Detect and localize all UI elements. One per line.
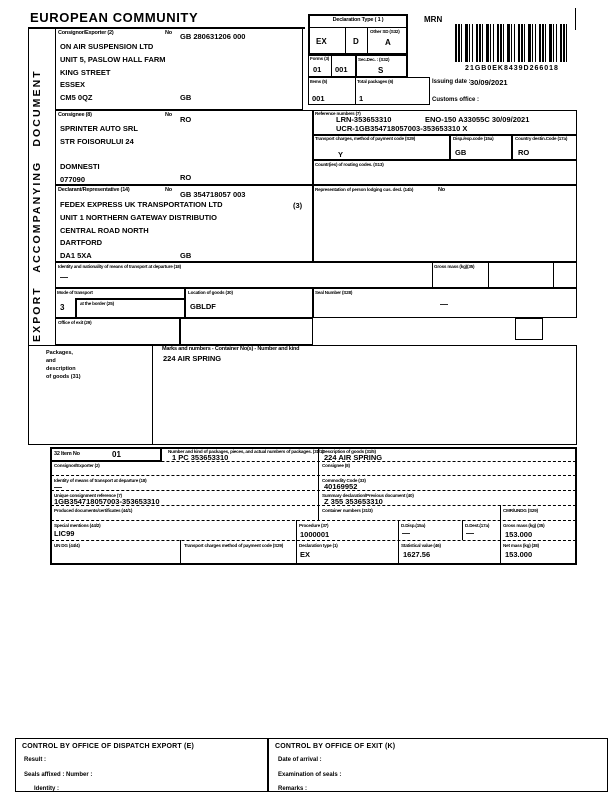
seal-number-value: — (440, 300, 448, 309)
consignor-no-label: No (165, 30, 172, 36)
item-special-value: LIC99 (54, 529, 75, 538)
control-dispatch-seals-label: Seals affixed : Number : (24, 772, 93, 778)
customs-office-label: Customs office : (432, 97, 480, 103)
items-label: Items (5) (310, 79, 328, 84)
marks-numbers-header: Marks and numbers - Container No(s) - Number and kind (162, 346, 300, 352)
sec-dec-value: S (378, 66, 384, 75)
item-net-value: 153.000 (505, 550, 533, 559)
item-gross-label: Gross mass (kg) (35) (503, 523, 545, 528)
representation-label: Representation of person lodging cus. decl. (14b) (315, 187, 414, 192)
declaration-type-ex: EX (316, 37, 327, 46)
identity-transport-label: Identity and nationality of means of transport at departure (18) (58, 264, 181, 269)
consignee-id: RO (180, 115, 192, 124)
item-commodity-value: 40169952 (324, 482, 358, 491)
declarant-no-label: No (165, 187, 172, 193)
declaration-divider-1 (345, 27, 346, 55)
mode-transport-label: Mode of transport (57, 290, 93, 295)
item-col-divider-main (318, 447, 319, 520)
item-description-value: 224 AIR SPRING (324, 453, 383, 462)
item-dtype-value: EX (300, 550, 311, 559)
control-exit-remarks-label: Remarks : (278, 786, 308, 792)
item-description-label: Description of goods (31/5) (322, 449, 376, 454)
item-row-divider-5 (51, 520, 576, 521)
item-identity-label: Identity of means of transport at departure (18) (54, 478, 147, 483)
top-right-border (575, 8, 576, 30)
item-procedure-label: Procedure (37) (299, 523, 329, 528)
mrn-barcode (455, 24, 568, 62)
item-ddisp-value: — (402, 529, 410, 538)
goods-box (28, 345, 577, 445)
representation-no-label: No (438, 187, 445, 193)
forms-label: Forms (3) (310, 56, 330, 61)
transport-charges-value: Y (338, 150, 344, 159)
mode-transport-value: 3 (60, 303, 65, 312)
consignor-country: GB (180, 93, 192, 102)
declaration-header-divider (308, 27, 408, 28)
item-ddisp-label: D.Disp.(15a) (401, 523, 426, 528)
item-identity-value: — (54, 483, 62, 492)
disp-code-label: Disp./exp.code (15a) (453, 136, 494, 141)
gross-mass-header-label: Gross mass (kg)(35) (434, 264, 475, 269)
forms-value-2: 001 (335, 65, 348, 74)
page-title: EUROPEAN COMMUNITY (30, 10, 199, 25)
item-stat-label: Statistical value (46) (401, 543, 441, 548)
declarant-country: GB (180, 251, 192, 260)
item-prevdoc-label: Summary declaration/Previous document (40) (322, 493, 414, 498)
consignee-label: Consignee (8) (58, 112, 92, 118)
consignor-label: Consignor/Exporter (2) (58, 30, 114, 36)
declarant-address: FEDEX EXPRESS UK TRANSPORTATION LTD UNIT 1 NORTHERN GATEWAY DISTRIBUTIO CENTRAL ROAD NORTH DARTFORD DA1 5XA (60, 200, 223, 261)
small-empty-box (515, 318, 543, 340)
location-goods-label: Location of goods (30) (188, 290, 233, 295)
item-containers-label: Container numbers (31/3) (322, 508, 373, 513)
declaration-divider-2 (367, 27, 368, 55)
at-border-label: at the border (25) (80, 301, 114, 306)
location-goods-value: GBLDF (190, 302, 216, 311)
item-consignor-label: Consignor/Exporter (2) (54, 463, 100, 468)
mrn-label: MRN (424, 15, 443, 24)
forms-divider (331, 55, 332, 77)
identity-transport-value: — (60, 273, 68, 282)
item-row-divider-6 (51, 540, 576, 541)
representation-box (313, 185, 577, 262)
control-dispatch-header: CONTROL BY OFFICE OF DISPATCH EXPORT (E) (22, 743, 194, 750)
mrn-number: 21GB0EK8439D266018 (465, 65, 559, 72)
item-special-label: Special mentions (44/2) (54, 523, 101, 528)
control-dispatch-result-label: Result : (24, 757, 47, 763)
control-exit-seals-label: Examination of seals : (278, 772, 342, 778)
control-exit-arrival-label: Date of arrival : (278, 757, 322, 763)
control-dispatch-identity-label: Identity : (34, 786, 59, 792)
item-stat-value: 1627.56 (403, 550, 431, 559)
ucr-value: UCR-1GB354718057003-353653310 X (336, 124, 468, 133)
declarant-label: Declarant/Representative (14) (58, 187, 130, 193)
item-col-divider-ddest (462, 520, 463, 540)
packages-side-label: Packages, and description of goods (31) (46, 350, 81, 380)
issuing-date-value: 30/09/2021 (470, 78, 508, 87)
items-value: 001 (312, 94, 325, 103)
consignee-address: SPRINTER AUTO SRL STR FOISORULUI 24 DOMNESTI 077090 (60, 124, 138, 185)
item-col-divider-undg (180, 540, 181, 565)
other-sd-value: A (385, 38, 391, 47)
control-exit-header: CONTROL BY OFFICE OF EXIT (K) (275, 743, 396, 750)
item-consignee-label: Consignee (8) (322, 463, 350, 468)
consignee-no-label: No (165, 112, 172, 118)
sec-dec-label: Sec.Dec. : (S32) (358, 57, 390, 62)
item-ucr-label: Unique consignment reference (7) (54, 493, 122, 498)
item-row-divider-2 (51, 475, 576, 476)
consignee-country: RO (180, 173, 192, 182)
declaration-type-d: D (353, 37, 359, 46)
item-procedure-value: 1000001 (300, 530, 330, 539)
item-dtype-label: Declaration type (1) (299, 543, 338, 548)
item-undg-label: UN DG (44/4) (54, 543, 80, 548)
item-ddest-value: — (466, 529, 474, 538)
identity-row-divider (553, 262, 554, 288)
representative-code: (3) (293, 201, 303, 210)
goods-description-value: 224 AIR SPRING (163, 354, 222, 363)
declaration-type-header: Declaration Type ( 1 ) (332, 17, 384, 23)
seal-number-label: Seal Number (S28) (315, 290, 353, 295)
item-col-divider-proc (296, 520, 297, 565)
disp-code-value: GB (455, 148, 467, 157)
issuing-date-label: Issuing date : (432, 79, 471, 85)
routing-codes-label: Countr(ies) of routing codes. (S13) (315, 162, 384, 167)
lrn-value: LRN-353653310 (336, 115, 392, 124)
declarant-eori: GB 354718057 003 (180, 190, 246, 199)
transport-charges-label: Transport charges, method of payment code (S29) (315, 136, 416, 141)
dest-code-label: Country destin.Code (17a) (515, 136, 568, 141)
item-ucr-value: 1GB354718057003-353653310 (54, 497, 160, 506)
total-packages-label: Total packages (6) (357, 79, 394, 84)
item-tcharges-label: Transport charges method of payment code (S29) (184, 543, 284, 548)
item-net-label: Net mass (kg) (38) (503, 543, 539, 548)
sidebar-vertical-label: EXPORT ACCOMPANYING DOCUMENT (31, 69, 43, 342)
consignor-eori: GB 280631206 000 (180, 32, 246, 41)
item-docs-label: Produced documents/certificates (44/1) (54, 508, 133, 513)
reference-numbers-label: Reference numbers (7) (315, 111, 361, 116)
eno-value: ENO-150 A33055C 30/09/2021 (425, 115, 530, 124)
item-commodity-label: Commodity Code (33) (322, 478, 366, 483)
item-col-divider-stat (398, 520, 399, 565)
item-prevdoc-value: Z 355 353653310 (324, 497, 383, 506)
item-packages-value: 1 PC 353653310 (172, 453, 229, 462)
other-sd-label: Other SD (S32) (370, 29, 400, 34)
item-row-divider-3 (51, 490, 576, 491)
office-exit-empty-box (180, 318, 313, 345)
item-ddest-label: D.Dest.(17a) (465, 523, 490, 528)
item-no-value: 01 (112, 450, 121, 459)
dest-code-value: RO (518, 148, 530, 157)
item-gross-value: 153.000 (505, 530, 533, 539)
item-col-divider-right (500, 505, 501, 565)
item-packages-label: Number and kind of packages, pieces, and actual numbers of packages. (31/1) (168, 449, 324, 454)
office-exit-label: Office of exit (29) (58, 320, 92, 325)
goods-box-divider (152, 345, 153, 445)
forms-value-1: 01 (313, 65, 322, 74)
total-packages-value: 1 (359, 94, 364, 103)
item-no-label: 32 Item No (54, 451, 80, 457)
consignor-address: ON AIR SUSPENSION LTD UNIT 5, PASLOW HALL FARM KING STREET ESSEX CM5 0QZ (60, 42, 166, 103)
item-cmr-undg-label: CMR/UNDG (S29) (503, 508, 538, 513)
